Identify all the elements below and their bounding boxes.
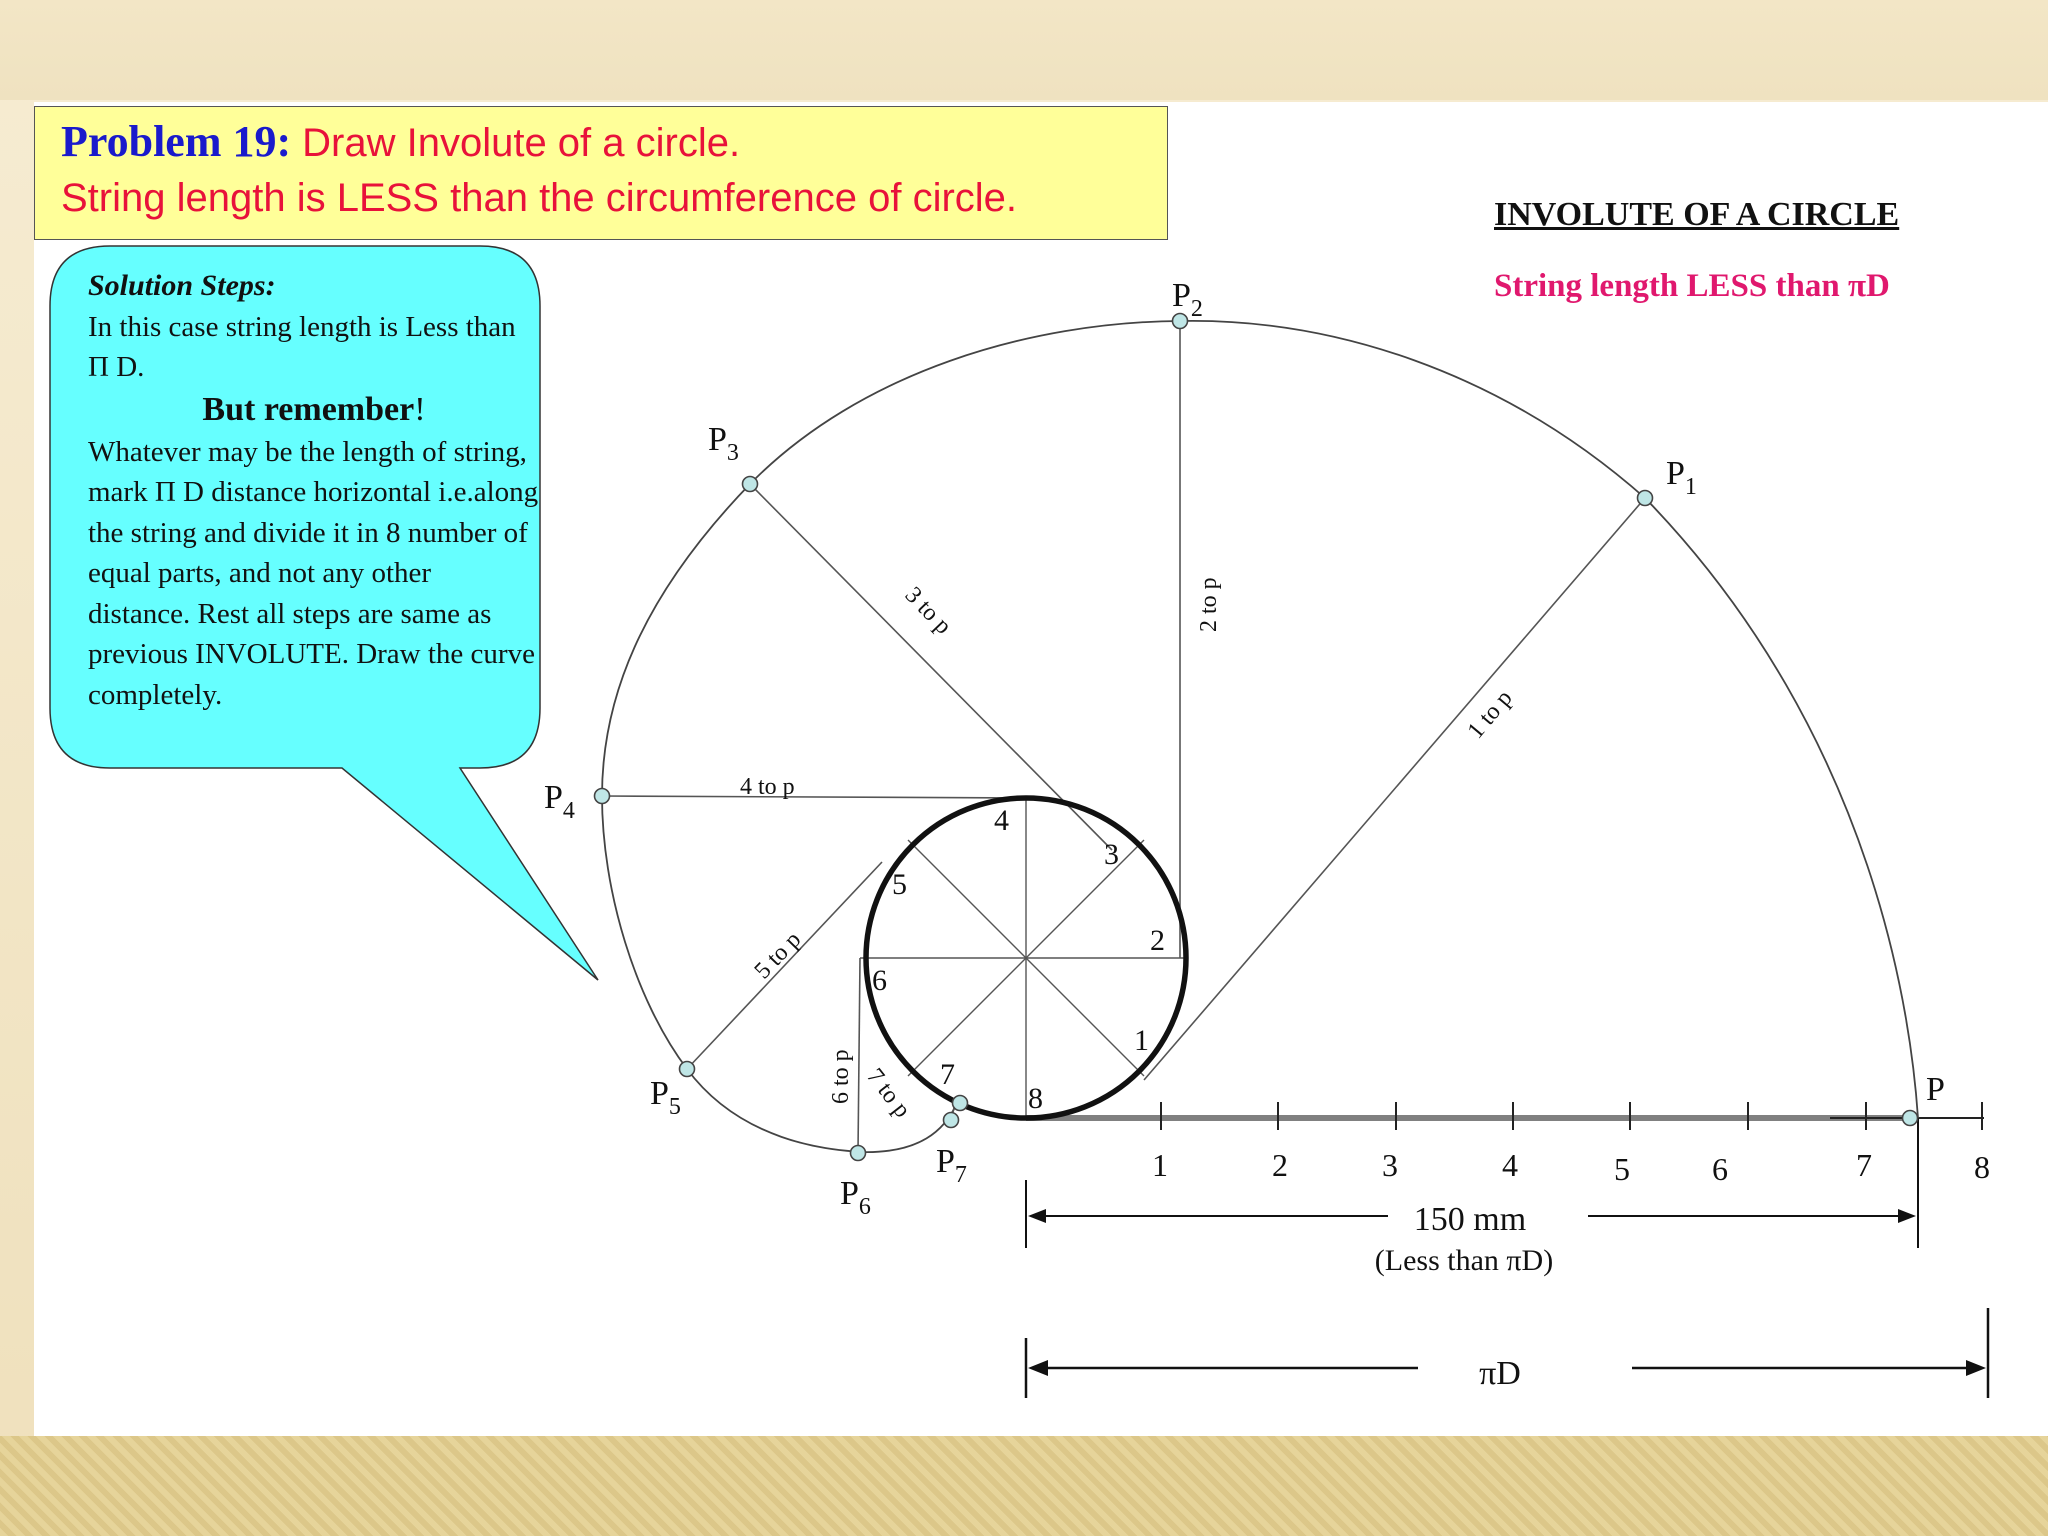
point-p6 bbox=[851, 1146, 866, 1161]
arrow-head bbox=[1028, 1209, 1046, 1223]
circle-label-2: 2 bbox=[1150, 924, 1165, 957]
scale-label-3: 3 bbox=[1382, 1147, 1398, 1183]
point-labels bbox=[544, 277, 1945, 1220]
label-p1: $P_1$ bbox=[1666, 455, 1697, 500]
circle-label-5: 5 bbox=[892, 868, 907, 901]
label-3-to-p: 3 to p bbox=[899, 582, 957, 640]
scale-label-2: 2 bbox=[1272, 1147, 1288, 1183]
problem-number: Problem 19: bbox=[61, 117, 292, 166]
label-1-to-p: 1 to p bbox=[1462, 685, 1518, 744]
circle-label-7: 7 bbox=[940, 1058, 955, 1091]
scale-labels bbox=[1152, 1147, 1990, 1187]
point-p5 bbox=[680, 1062, 695, 1077]
circle-label-3: 3 bbox=[1104, 838, 1119, 871]
dimension-pi-d-text: πD bbox=[1479, 1355, 1521, 1392]
label-p6: $P_6$ bbox=[840, 1175, 871, 1220]
tangent-lines bbox=[602, 321, 1645, 1153]
label-2-to-p: 2 to p bbox=[1196, 577, 1222, 632]
scale-label-8: 8 bbox=[1974, 1149, 1990, 1185]
label-4-to-p: 4 to p bbox=[740, 774, 795, 800]
scale-label-4: 4 bbox=[1502, 1147, 1518, 1183]
circle-label-4: 4 bbox=[994, 804, 1009, 837]
label-7-to-p: 7 to p bbox=[861, 1063, 916, 1123]
remember-bold: But remember bbox=[202, 390, 415, 428]
point-p7 bbox=[944, 1113, 959, 1128]
point-p2 bbox=[1173, 314, 1188, 329]
point-p7b bbox=[953, 1096, 968, 1111]
scale-label-1: 1 bbox=[1152, 1147, 1168, 1183]
arrow-head bbox=[1966, 1360, 1986, 1376]
diagram-subheading: String length LESS than πD bbox=[1494, 268, 1890, 304]
title-line-2: String length is LESS than the circumference of circle. bbox=[61, 176, 1018, 220]
arrow-head bbox=[1898, 1209, 1916, 1223]
arrow-head bbox=[1028, 1360, 1048, 1376]
label-5-to-p: 5 to p bbox=[749, 926, 807, 985]
problem-statement: Draw Involute of a circle. bbox=[302, 121, 741, 165]
solution-steps-text bbox=[88, 266, 540, 715]
label-p5: $P_5$ bbox=[650, 1075, 681, 1120]
label-p2: $P_2$ bbox=[1172, 277, 1203, 322]
scale-label-5: 5 bbox=[1614, 1151, 1630, 1187]
dimension-150-text: 150 mm bbox=[1413, 1201, 1527, 1238]
remember-mark: ! bbox=[414, 390, 426, 428]
steps-body: Whatever may be the length of string, mark Π D distance horizontal i.e.along the string and divide it in 8 number of equal parts, and not any other distance. Rest all steps are same as previous INVOLUTE. Draw the curve completely. bbox=[88, 435, 539, 711]
scale-label-7: 7 bbox=[1856, 1147, 1872, 1183]
circle-label-6: 6 bbox=[872, 964, 887, 997]
point-p1 bbox=[1638, 491, 1653, 506]
involute-curve bbox=[602, 321, 1918, 1152]
base-circle-group bbox=[860, 798, 1186, 1118]
label-p: P bbox=[1926, 1071, 1945, 1108]
circle-label-1: 1 bbox=[1134, 1024, 1149, 1057]
steps-line-1: In this case string length is Less than Π D. bbox=[88, 310, 516, 383]
label-6-to-p: 6 to p bbox=[828, 1049, 854, 1104]
point-p4 bbox=[595, 789, 610, 804]
scale-label-6: 6 bbox=[1712, 1151, 1728, 1187]
dimension-150-note: (Less than πD) bbox=[1374, 1244, 1554, 1277]
label-p7: $P_7$ bbox=[936, 1143, 967, 1188]
steps-heading: Solution Steps: bbox=[88, 269, 276, 302]
label-p4: $P_4$ bbox=[544, 779, 575, 824]
line-labels bbox=[740, 577, 1518, 1122]
diagram-heading: INVOLUTE OF A CIRCLE bbox=[1494, 196, 1900, 233]
remember-note bbox=[88, 388, 540, 432]
label-p3: $P_3$ bbox=[708, 421, 739, 466]
circle-label-8: 8 bbox=[1028, 1082, 1043, 1115]
point-p bbox=[1903, 1111, 1918, 1126]
involute-points bbox=[595, 314, 1918, 1161]
point-p3 bbox=[743, 477, 758, 492]
